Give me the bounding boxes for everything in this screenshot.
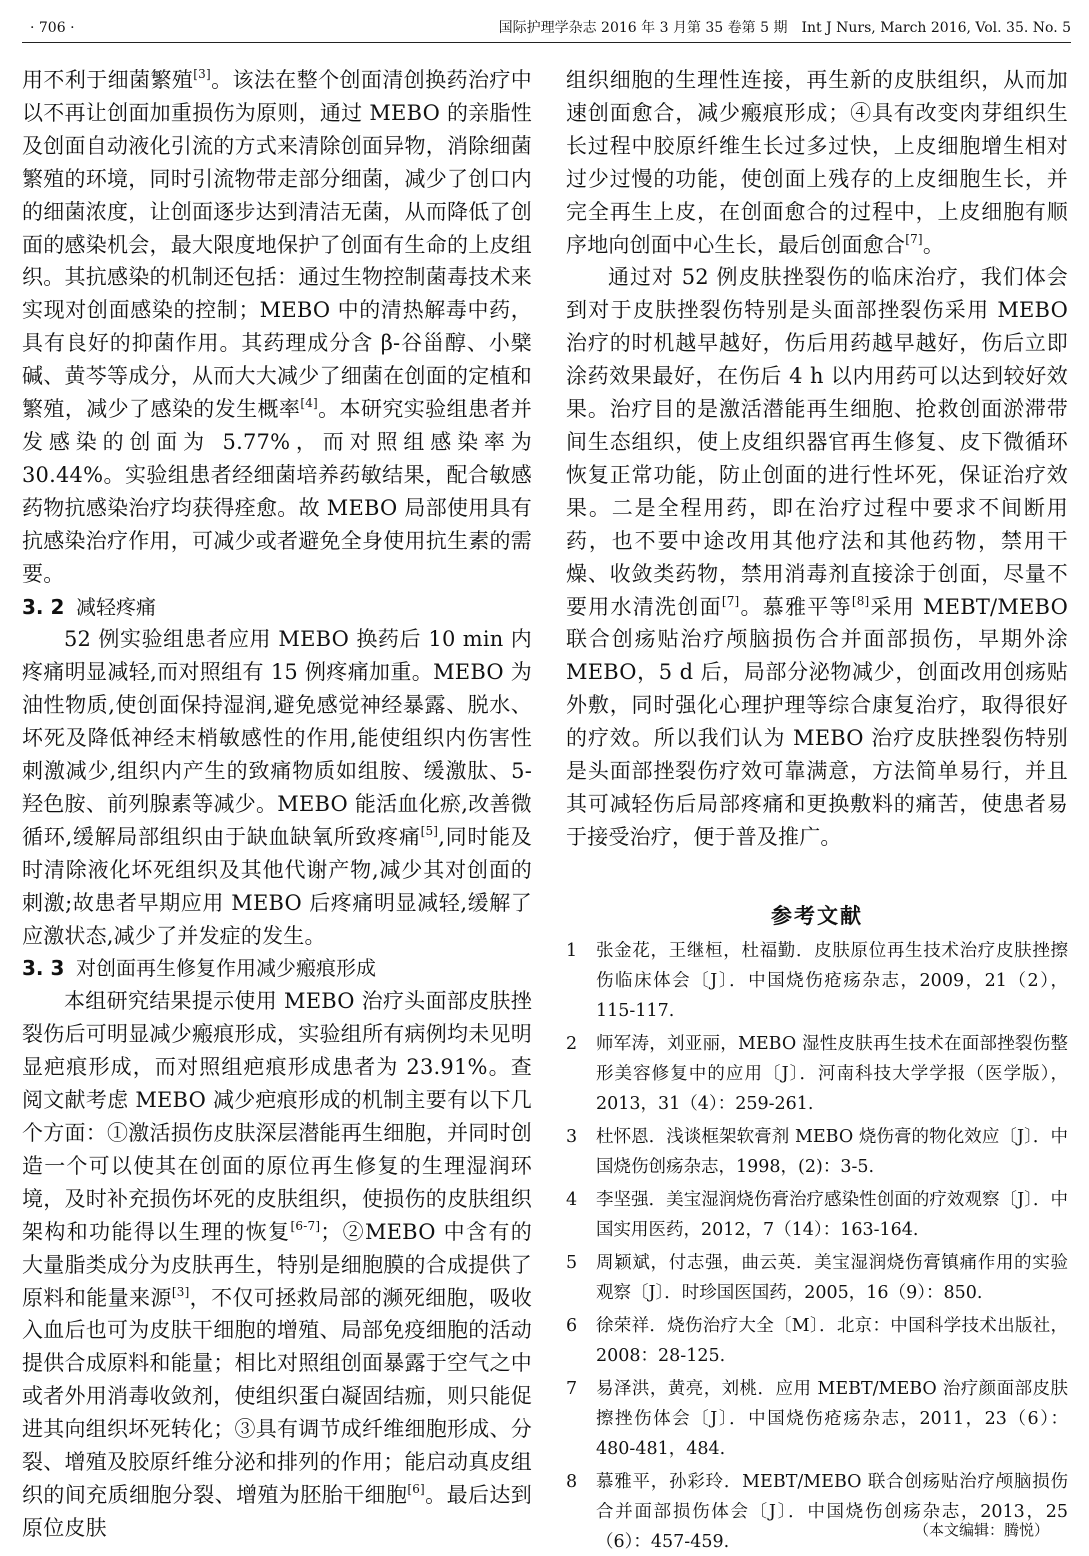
reference-text: 徐荣祥．烧伤治疗大全〔M〕．北京：中国科学技术出版社，2008：28-125.: [596, 1315, 1068, 1366]
section-number: 3. 3: [22, 956, 65, 981]
reference-number: 6: [566, 1315, 578, 1336]
citation-ref: [7]: [905, 231, 923, 246]
text-run: 用不利于细菌繁殖: [22, 68, 194, 92]
references-heading: 参考文献: [771, 903, 863, 928]
reference-text: 杜怀恩．浅谈框架软膏剂 MEBO 烧伤膏的物化效应〔J〕．中国烧伤创疡杂志，1998，(2)：3-5.: [596, 1126, 1068, 1177]
reference-item: [566, 936, 1068, 1026]
text-run: 。: [922, 232, 945, 257]
reference-text: 师军涛，刘亚丽，MEBO 湿性皮肤再生技术在面部挫裂伤整形美容修复中的应用〔J〕．河南科技大学学报（医学版），2013，31（4）：259-261.: [596, 1033, 1068, 1114]
text-run: 组织细胞的生理性连接，再生新的皮肤组织，从而加速创面愈合，减少瘢痕形成；④具有改变肉芽组织生长过程中胶原纤维生长过多过快，上皮细胞增生相对过少过慢的功能，使创面上残存的上皮细胞生长，并完全再生上皮，在创面愈合的过程中，上皮细胞有顺序地向创面中心生长，最后创面愈合: [566, 68, 1068, 257]
citation-ref: [6]: [407, 1481, 425, 1496]
reference-text: 易泽洪，黄亮，刘桃．应用 MEBT/MEBO 治疗颜面部皮肤擦挫伤体会〔J〕．中国烧伤疮疡杂志，2011，23（6）：480-481，484.: [596, 1378, 1068, 1459]
paragraph-anti-infection: [22, 64, 532, 591]
text-run: 。慕雅平等: [739, 594, 852, 619]
reference-item: [566, 1248, 1068, 1308]
reference-number: 8: [566, 1471, 578, 1492]
reference-item: [566, 1122, 1068, 1182]
text-run: ,同时能及时清除液化坏死组织及其他代谢产物,减少其对创面的刺激;故患者早期应用 MEBO 后疼痛明显减轻,缓解了应激状态,减少了并发症的发生。: [22, 824, 532, 948]
text-run: ；②MEBO 中含有的大量脂类成分为皮肤再生，特别是细胞膜的合成提供了原料和能量来源: [22, 1219, 532, 1310]
text-run: 采用 MEBT/MEBO 联合创疡贴治疗颅脑损伤合并面部损伤，早期外涂 MEBO，5 d 后，局部分泌物减少，创面改用创疡贴外敷，同时强化心理护理等综合康复治疗，取得很好的疗效。所以我们认为 MEBO 治疗皮肤挫裂伤特别是头面部挫裂伤疗效可靠满意，方法简单易行，并且其可减轻伤后局部疼痛和更换敷料的痛苦，使患者易于接受治疗，便于普及推广。: [566, 594, 1068, 849]
text-run: 52 例实验组患者应用 MEBO 换药后 10 min 内疼痛明显减轻,而对照组有 15 例疼痛加重。MEBO 为油性物质,使创面保持湿润,避免感觉神经暴露、脱水、坏死及降低神经末梢敏感性的作用,能使组织内伤害性刺激减少,组织内产生的致痛物质如组胺、缓激肽、5-羟色胺、前列腺素等减少。MEBO 能活血化瘀,改善微循环,缓解局部组织由于缺血缺氧所致疼痛: [22, 627, 532, 849]
reference-text: 李坚强．美宝湿润烧伤膏治疗感染性创面的疗效观察〔J〕．中国实用医药，2012，7（14）：163-164.: [596, 1189, 1068, 1240]
journal-citation: 国际护理学杂志 2016 年 3 月第 35 卷第 5 期 Int J Nurs, March 2016, Vol. 35. No. 5: [498, 20, 1071, 36]
citation-ref: [5]: [420, 823, 439, 838]
text-run: 。最后达到原位皮肤: [22, 1482, 532, 1540]
paragraph-continuation: [566, 64, 1068, 261]
section-title: 对创面再生修复作用减少瘢痕形成: [76, 956, 376, 981]
reference-number: 2: [566, 1033, 578, 1054]
citation-ref: [8]: [851, 593, 870, 608]
text-run: 通过对 52 例皮肤挫裂伤的临床治疗，我们体会到对于皮肤挫裂伤特别是头面部挫裂伤采用 MEBO 治疗的时机越早越好，伤后用药越早越好，伤后立即涂药效果最好，在伤后 4 h 以内用药可以达到较好效果。治疗目的是激活潜能再生细胞、抢救创面淤滞带间生态组织，使上皮组织器官再生修复、皮下微循环恢复正常功能，防止创面的进行性坏死，保证治疗效果。二是全程用药，即在治疗过程中要求不间断用药，也不要中途改用其他疗法和其他药物，禁用干燥、收敛类药物，禁用消毒剂直接涂于创面，尽量不要用水清洗创面: [566, 265, 1068, 619]
text-run: 。该法在整个创面清创换药治疗中以不再让创面加重损伤为原则，通过 MEBO 的亲脂性及创面自动液化引流的方式来清除创面异物，消除细菌繁殖的环境，同时引流物带走部分细菌，减少了创口内的细菌浓度，让创面逐步达到清洁无菌，从而降低了创面的感染机会，最大限度地保护了创面有生命的上皮组织。其抗感染的机制还包括：通过生物控制菌毒技术来实现对创面感染的控制；MEBO 中的清热解毒中药，具有良好的抑菌作用。其药理成分含 β-谷甾醇、小檗碱、黄芩等成分，从而大大减少了细菌在创面的定植和繁殖，减少了感染的发生概率: [22, 68, 532, 422]
reference-item: [566, 1311, 1068, 1371]
citation-ref: [4]: [300, 396, 318, 411]
section-title: 减轻疼痛: [76, 594, 156, 619]
reference-list: [566, 936, 1068, 1556]
page-number: · 706 ·: [30, 20, 75, 36]
section-heading-3-3: [22, 952, 532, 985]
reference-item: [566, 1185, 1068, 1245]
text-run: ，不仅可拯救局部的濒死细胞，吸收入血后也可为皮肤干细胞的增殖、局部免疫细胞的活动提供合成原料和能量；相比对照组创面暴露于空气之中或者外用消毒收敛剂，使组织蛋白凝固结痂，则只能促进其向组织坏死转化；③具有调节成纤维细胞形成、分裂、增殖及胶原纤维分泌和排列的作用；能启动真皮组织的间充质细胞分裂、增殖为胚胎干细胞: [22, 1285, 532, 1507]
reference-text: 慕雅平，孙彩玲．MEBT/MEBO 联合创疡贴治疗颅脑损伤合并面部损伤体会〔J〕．中国烧伤创疡杂志，2013，25（6）：457-459.: [596, 1471, 1068, 1552]
paragraph-pain-relief: [22, 623, 532, 952]
text-run: 。本研究实验组患者并发感染的创面为 5.77%，而对照组感染率为 30.44%。实验组患者经细菌培养药敏结果，配合敏感药物抗感染治疗均获得痊愈。故 MEBO 局部使用具有抗感染治疗作用，可减少或者避免全身使用抗生素的需要。: [22, 397, 532, 586]
reference-item: [566, 1374, 1068, 1464]
paragraph-scar-reduction: [22, 985, 532, 1544]
reference-number: 7: [566, 1378, 578, 1399]
running-header: [22, 14, 1071, 43]
reference-item: [566, 1029, 1068, 1119]
reference-number: 5: [566, 1252, 578, 1273]
citation-ref: [6-7]: [290, 1218, 321, 1233]
reference-text: 周颖斌，付志强，曲云英．美宝湿润烧伤膏镇痛作用的实验观察〔J〕．时珍国医国药，2005，16（9）：850.: [596, 1252, 1068, 1303]
paragraph-conclusion: [566, 261, 1068, 853]
reference-number: 4: [566, 1189, 578, 1210]
text-run: 本组研究结果提示使用 MEBO 治疗头面部皮肤挫裂伤后可明显减少瘢痕形成，实验组所有病例均未见明显疤痕形成，而对照组疤痕形成患者为 23.91%。查阅文献考虑 MEBO 减少疤痕形成的机制主要有以下几个方面：①激活损伤皮肤深层潜能再生细胞，并同时创造一个可以使其在创面的原位再生修复的生理湿润环境，及时补充损伤坏死的皮肤组织，使损伤的皮肤组织架构和功能得以生理的恢复: [22, 989, 532, 1244]
left-column: [22, 64, 532, 1556]
right-column: [566, 64, 1068, 1556]
citation-ref: [7]: [721, 593, 740, 608]
editor-note: （本文编辑：腾悦）: [913, 1521, 1049, 1539]
citation-ref: [3]: [193, 67, 211, 81]
reference-number: 1: [566, 940, 578, 961]
citation-ref: [3]: [171, 1284, 190, 1299]
section-number: 3. 2: [22, 594, 65, 619]
section-heading-3-2: [22, 591, 532, 624]
reference-number: 3: [566, 1126, 578, 1147]
reference-text: 张金花，王继桓，杜福勤．皮肤原位再生技术治疗皮肤挫擦伤临床体会〔J〕．中国烧伤疮疡杂志，2009，21（2），115-117.: [596, 940, 1068, 1021]
reference-item: [566, 1467, 1068, 1556]
